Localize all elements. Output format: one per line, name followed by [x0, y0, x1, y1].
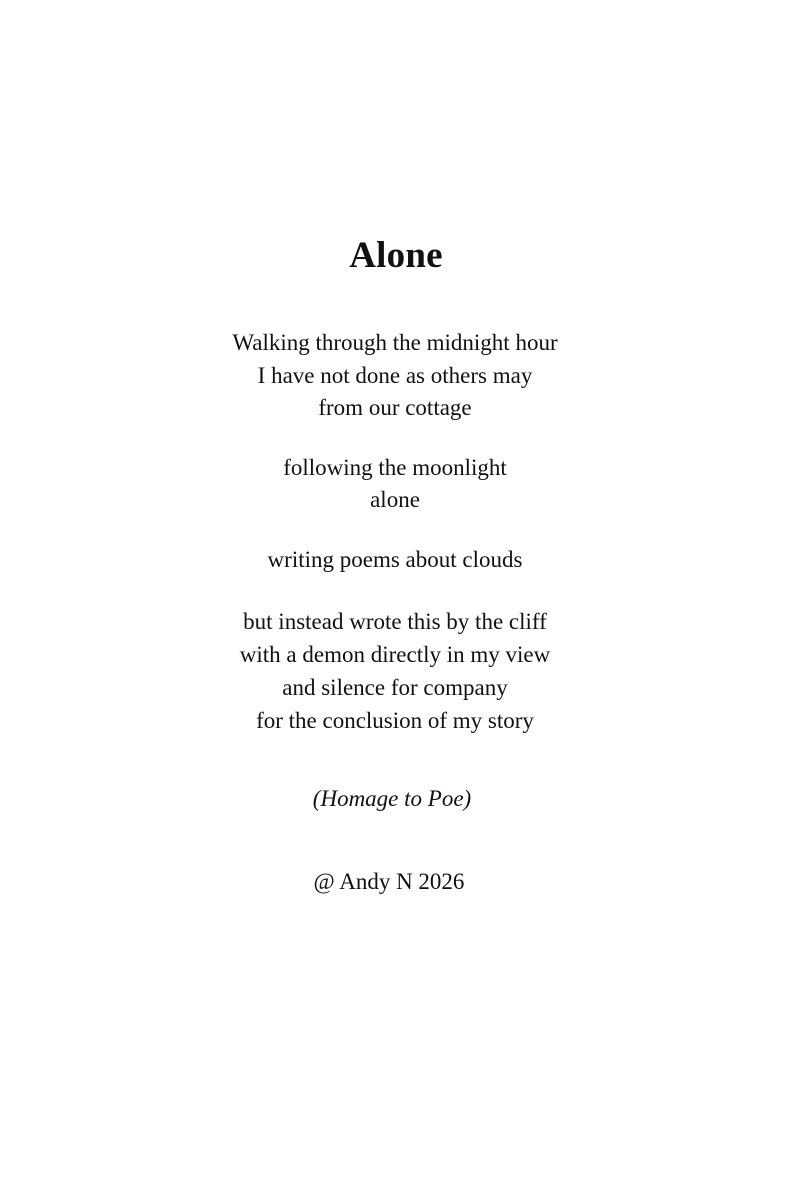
poem-line: Walking through the midnight hour	[232, 330, 558, 355]
copyright-line: @ Andy N 2026	[313, 869, 465, 894]
poem-title: Alone	[349, 235, 443, 276]
poem-line: I have not done as others may	[257, 363, 533, 388]
poem-line: writing poems about clouds	[267, 547, 523, 572]
poem-line: for the conclusion of my story	[256, 708, 534, 733]
poem-line: with a demon directly in my view	[239, 642, 551, 667]
poem-line: alone	[370, 487, 420, 512]
poem-line: but instead wrote this by the cliff	[243, 609, 547, 634]
poem-line: following the moonlight	[283, 455, 507, 480]
dedication: (Homage to Poe)	[312, 786, 472, 811]
poem-line: and silence for company	[282, 675, 508, 700]
poem-line: from our cottage	[318, 395, 472, 420]
